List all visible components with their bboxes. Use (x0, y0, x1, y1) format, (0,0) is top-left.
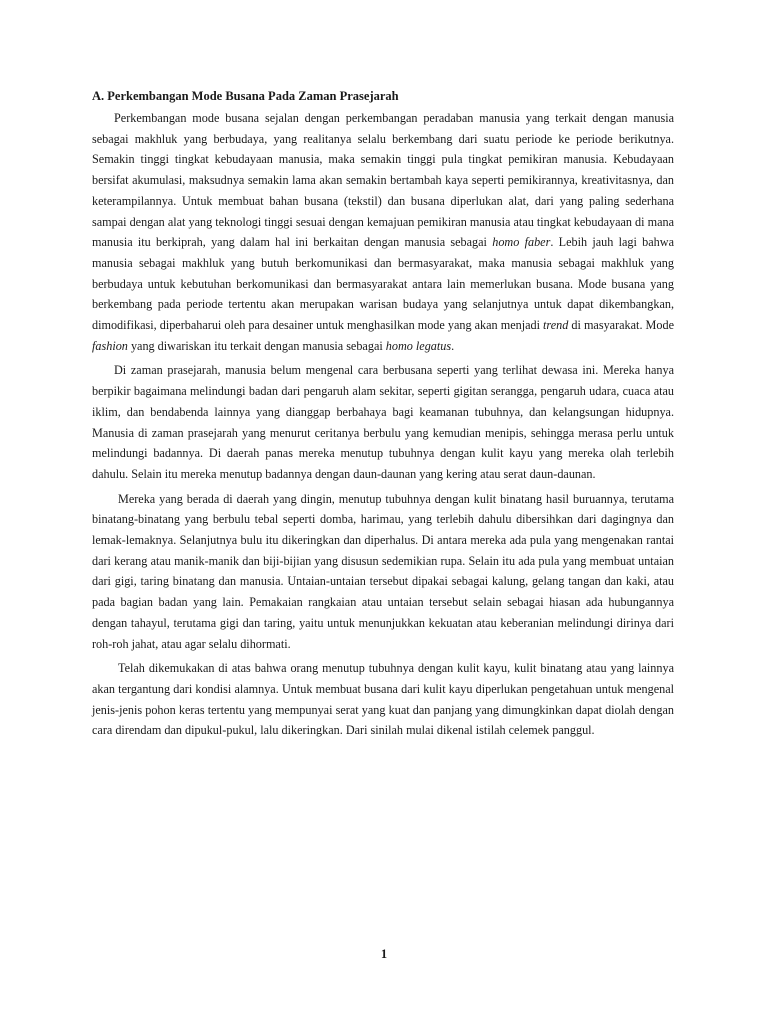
paragraph (92, 108, 674, 356)
body-text (92, 108, 674, 741)
page-number: 1 (380, 947, 388, 961)
text-run: Di zaman prasejarah, manusia belum mengenal cara berbusana seperti yang terlihat dewasa ini. Mereka hanya berpikir bagaimana melindungi badan dari pengaruh alam sekitar, seperti gigitan serangga, pengaruh udara, cuaca atau iklim, dan bendabenda lainnya yang dianggap berbahaya bagi keamanan tubuhnya, dan kelangsungan hidupnya. Manusia di zaman prasejarah yang menurut ceritanya berbulu yang kemudian menipis, sehingga merasa perlu untuk melindungi badannya. Di daerah panas mereka menutup tubuhnya dengan kulit kayu yang mereka olah terlebih dahulu. Selain itu mereka menutup badannya dengan daun-daunan yang kering atau serat daun-daunan. (92, 363, 674, 481)
text-run: Telah dikemukakan di atas bahwa orang menutup tubuhnya dengan kulit kayu, kulit binatang atau yang lainnya akan tergantung dari kondisi alamnya. Untuk membuat busana dari kulit kayu diperlukan pengetahuan untuk mengenal jenis-jenis pohon keras tertentu yang mempunyai serat yang kuat dan panjang yang dimungkinkan dapat diolah dengan cara direndam dan dipukul-pukul, lalu dikeringkan. Dari sinilah mulai dikenal istilah celemek panggul. (92, 661, 674, 738)
italic-term: homo faber (492, 235, 551, 250)
paragraph (92, 360, 674, 484)
italic-term: trend (543, 318, 569, 333)
document-page (92, 86, 674, 745)
text-run: . Lebih jauh lagi bahwa manusia sebagai makhluk yang butuh berkomunikasi dan bermasyarakat, maka manusia sebagai makhluk yang berbudaya untuk kebutuhan berkomunikasi dan bermasyarakat antara lain memerlukan busana. Mode busana yang berkembang pada periode tertentu akan merupakan warisan budaya yang selanjutnya untuk dapat dikembangkan, dimodifikasi, diperbaharui oleh para desainer untuk menghasilkan mode yang akan menjadi (92, 235, 674, 333)
text-run: di masyarakat. Mode (568, 318, 674, 333)
paragraph (92, 658, 674, 741)
section-heading: A. Perkembangan Mode Busana Pada Zaman Prasejarah (92, 89, 399, 103)
text-run: Perkembangan mode busana sejalan dengan perkembangan peradaban manusia yang terkait dengan manusia sebagai makhluk yang berbudaya, yang realitanya selalu berkembang dari suatu periode ke periode berikutnya. Semakin tinggi tingkat kebudayaan manusia, maka semakin tinggi pula tingkat pemikiran manusia. Kebudayaan bersifat akumulasi, maksudnya semakin lama akan semakin bertambah kaya seperti pemikirannya, kreativitasnya, dan keterampilannya. Untuk membuat bahan busana (tekstil) dan busana diperlukan alat, dari yang paling sederhana sampai dengan alat yang teknologi tinggi sesuai dengan kemajuan pemikiran manusia atau tingkat kebudayaan di mana manusia itu berkiprah, yang dalam hal ini berkaitan dengan manusia sebagai (92, 111, 674, 250)
text-run: . (451, 338, 455, 353)
text-run: Mereka yang berada di daerah yang dingin, menutup tubuhnya dengan kulit binatang hasil buruannya, terutama binatang-binatang yang berbulu tebal seperti domba, harimau, yang terlebih dahulu dibersihkan dari dagingnya dan lemak-lemaknya. Selanjutnya bulu itu dikeringkan dan diperhalus. Di antara mereka ada pula yang mengenakan rantai dari kerang atau manik-manik dan biji-bijian yang disusun sedemikian rupa. Selain itu ada pula yang membuat untaian dari gigi, taring binatang dan manusia. Untaian-untaian tersebut dipakai sebagai kalung, gelang tangan dan kaki, atau pada bagian badan yang lain. Pemakaian rangkaian atau untaian tersebut selain sebagai hiasan ada hubungannya dengan tahayul, terutama gigi dan taring, yaitu untuk menunjukkan kekuatan atau keberanian melindungi dirinya dari roh-roh jahat, atau agar selalu dihormati. (92, 491, 674, 651)
paragraph (92, 489, 674, 655)
italic-term: fashion (92, 338, 128, 353)
italic-term: homo legatus (385, 338, 452, 353)
text-run: yang diwariskan itu terkait dengan manusia sebagai (127, 338, 386, 353)
